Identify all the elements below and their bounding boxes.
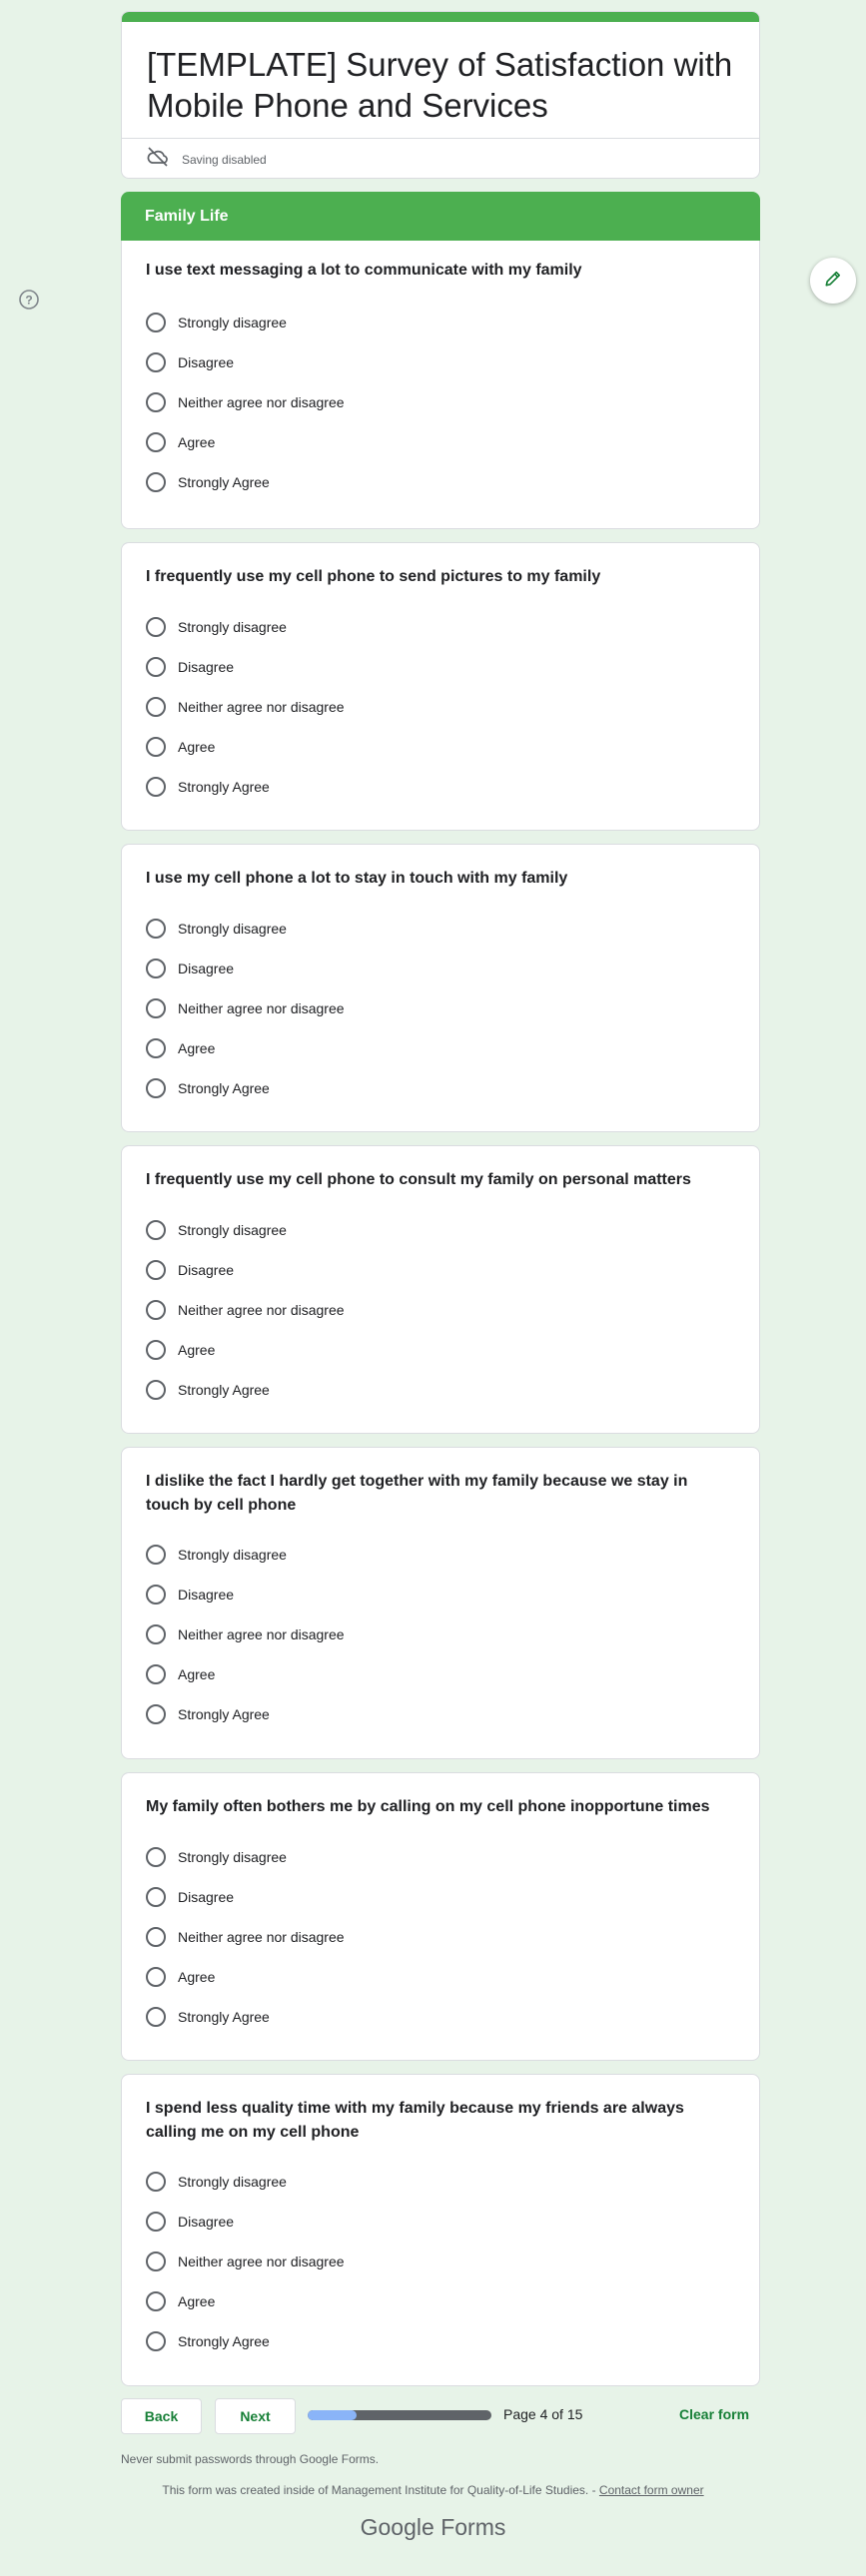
radio-option[interactable] [146, 388, 345, 416]
radio-option[interactable] [146, 2003, 270, 2031]
radio-button[interactable] [146, 1340, 166, 1360]
radio-button[interactable] [146, 1967, 166, 1987]
radio-button[interactable] [146, 919, 166, 939]
cloud-off-icon [146, 145, 170, 174]
radio-option[interactable] [146, 1541, 287, 1569]
section-title: Family Life [145, 207, 229, 225]
logo-forms-text: Forms [440, 2514, 506, 2540]
progress-bar-fill [308, 2410, 357, 2420]
radio-button[interactable] [146, 1887, 166, 1907]
option-label: Disagree [178, 961, 235, 976]
option-label: Strongly disagree [178, 619, 287, 635]
radio-button[interactable] [146, 472, 166, 492]
password-warning: Never submit passwords through Google Forms. [121, 2452, 380, 2466]
radio-option[interactable] [146, 1620, 345, 1648]
radio-option[interactable] [146, 2208, 234, 2236]
radio-button[interactable] [146, 777, 166, 797]
radio-button[interactable] [146, 2007, 166, 2027]
question-card [121, 542, 760, 831]
radio-option[interactable] [146, 2287, 215, 2315]
radio-option[interactable] [146, 1216, 287, 1244]
option-label: Strongly disagree [178, 1547, 287, 1563]
question-card [121, 1145, 760, 1434]
radio-option[interactable] [146, 915, 287, 943]
radio-option[interactable] [146, 309, 287, 336]
question-card [121, 2074, 760, 2386]
radio-button[interactable] [146, 959, 166, 978]
question-title: I use text messaging a lot to communicate with my family [146, 262, 582, 279]
option-label: Disagree [178, 354, 235, 370]
option-label: Disagree [178, 659, 235, 675]
radio-button[interactable] [146, 737, 166, 757]
question-title: My family often bothers me by calling on my cell phone inopportune times [146, 1798, 710, 1815]
option-label: Strongly Agree [178, 1382, 270, 1398]
google-forms-logo[interactable] [0, 2514, 866, 2541]
form-header-card [121, 11, 760, 179]
radio-button[interactable] [146, 998, 166, 1018]
radio-button[interactable] [146, 2212, 166, 2232]
option-label: Strongly Agree [178, 2009, 270, 2025]
radio-option[interactable] [146, 1963, 215, 1991]
radio-option[interactable] [146, 733, 215, 761]
option-label: Strongly disagree [178, 1222, 287, 1238]
question-card [121, 1447, 760, 1759]
option-label: Disagree [178, 1587, 235, 1603]
progress-bar [308, 2410, 491, 2420]
radio-button[interactable] [146, 617, 166, 637]
radio-button[interactable] [146, 1704, 166, 1724]
pencil-icon [823, 269, 843, 294]
option-label: Strongly Agree [178, 474, 270, 490]
option-label: Strongly disagree [178, 315, 287, 330]
radio-option[interactable] [146, 613, 287, 641]
created-note-text: This form was created inside of Management Institute for Quality-of-Life Studies. - [162, 2483, 599, 2497]
option-label: Neither agree nor disagree [178, 1929, 345, 1945]
option-label: Disagree [178, 2214, 235, 2230]
help-icon[interactable] [18, 289, 40, 311]
question-title: I frequently use my cell phone to consult my family on personal matters [146, 1171, 691, 1188]
radio-button[interactable] [146, 1078, 166, 1098]
option-label: Agree [178, 1969, 216, 1985]
saving-status-row [122, 138, 759, 179]
option-label: Agree [178, 1666, 216, 1682]
radio-button[interactable] [146, 1038, 166, 1058]
radio-button[interactable] [146, 697, 166, 717]
next-button[interactable]: Next [215, 2398, 296, 2434]
option-label: Neither agree nor disagree [178, 2254, 345, 2269]
option-label: Strongly Agree [178, 2333, 270, 2349]
page-indicator: Page 4 of 15 [503, 2406, 583, 2422]
question-card [121, 241, 760, 529]
radio-option[interactable] [146, 1843, 287, 1871]
radio-option[interactable] [146, 955, 234, 982]
radio-button[interactable] [146, 432, 166, 452]
radio-option[interactable] [146, 994, 345, 1022]
radio-option[interactable] [146, 348, 234, 376]
saving-status-text: Saving disabled [182, 152, 267, 167]
question-title: I dislike the fact I hardly get together with my family because we stay in touch by cell phone [146, 1473, 688, 1514]
option-label: Neither agree nor disagree [178, 699, 345, 715]
radio-button[interactable] [146, 1624, 166, 1644]
radio-button[interactable] [146, 352, 166, 372]
option-label: Strongly Agree [178, 779, 270, 795]
clear-form-button[interactable]: Clear form [679, 2406, 750, 2422]
edit-form-button[interactable] [810, 258, 856, 304]
radio-option[interactable] [146, 1581, 234, 1609]
radio-option[interactable] [146, 2248, 345, 2275]
radio-option[interactable] [146, 1074, 270, 1102]
contact-form-owner-link[interactable]: Contact form owner [598, 2483, 704, 2497]
radio-option[interactable] [146, 428, 215, 456]
form-title: [TEMPLATE] Survey of Satisfaction with Mobile Phone and Services [147, 46, 733, 124]
question-title: I frequently use my cell phone to send pictures to my family [146, 568, 601, 585]
option-label: Agree [178, 1040, 216, 1056]
option-label: Agree [178, 1342, 216, 1358]
radio-button[interactable] [146, 1847, 166, 1867]
option-label: Disagree [178, 1262, 235, 1278]
option-label: Neither agree nor disagree [178, 394, 345, 410]
radio-option[interactable] [146, 1034, 215, 1062]
radio-button[interactable] [146, 313, 166, 332]
option-label: Neither agree nor disagree [178, 1626, 345, 1642]
option-label: Strongly disagree [178, 921, 287, 937]
option-label: Strongly Agree [178, 1080, 270, 1096]
radio-button[interactable] [146, 1300, 166, 1320]
radio-option[interactable] [146, 2168, 287, 2196]
option-label: Neither agree nor disagree [178, 1000, 345, 1016]
question-title: I use my cell phone a lot to stay in touch with my family [146, 870, 568, 887]
svg-text:?: ? [25, 293, 33, 308]
question-card [121, 844, 760, 1132]
radio-option[interactable] [146, 1296, 345, 1324]
radio-button[interactable] [146, 657, 166, 677]
radio-option[interactable] [146, 1376, 270, 1404]
option-label: Neither agree nor disagree [178, 1302, 345, 1318]
radio-option[interactable] [146, 1883, 234, 1911]
radio-button[interactable] [146, 1585, 166, 1605]
radio-option[interactable] [146, 773, 270, 801]
radio-option[interactable] [146, 653, 234, 681]
radio-option[interactable] [146, 1660, 215, 1688]
back-button[interactable]: Back [121, 2398, 202, 2434]
radio-option[interactable] [146, 1336, 215, 1364]
option-label: Strongly disagree [178, 2174, 287, 2190]
radio-button[interactable] [146, 1545, 166, 1565]
radio-option[interactable] [146, 1923, 345, 1951]
option-label: Disagree [178, 1889, 235, 1905]
radio-button[interactable] [146, 1220, 166, 1240]
radio-button[interactable] [146, 1664, 166, 1684]
radio-button[interactable] [146, 1260, 166, 1280]
option-label: Agree [178, 434, 216, 450]
option-label: Agree [178, 739, 216, 755]
option-label: Agree [178, 2293, 216, 2309]
header-accent-bar [122, 12, 759, 22]
radio-button[interactable] [146, 2291, 166, 2311]
radio-option[interactable] [146, 2327, 270, 2355]
question-card [121, 1772, 760, 2061]
radio-button[interactable] [146, 2172, 166, 2192]
radio-button[interactable] [146, 2252, 166, 2271]
radio-option[interactable] [146, 693, 345, 721]
section-header [121, 192, 760, 241]
radio-button[interactable] [146, 2331, 166, 2351]
option-label: Strongly Agree [178, 1706, 270, 1722]
radio-option[interactable] [146, 1700, 270, 1728]
option-label: Strongly disagree [178, 1849, 287, 1865]
radio-option[interactable] [146, 1256, 234, 1284]
radio-button[interactable] [146, 1380, 166, 1400]
logo-google-text: Google [360, 2514, 434, 2540]
radio-button[interactable] [146, 392, 166, 412]
created-note [0, 2483, 866, 2497]
radio-option[interactable] [146, 468, 270, 496]
radio-button[interactable] [146, 1927, 166, 1947]
question-title: I spend less quality time with my family because my friends are always calling me on my cell phone [146, 2100, 684, 2141]
